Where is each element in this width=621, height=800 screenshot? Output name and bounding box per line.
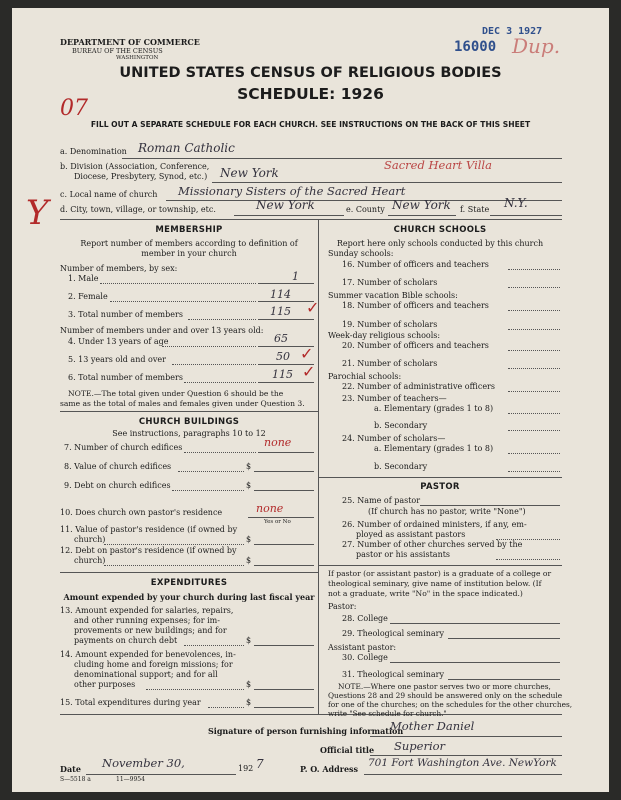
q6-label: 6. Total number of members (68, 373, 183, 382)
q4-value[interactable]: 65 (274, 332, 288, 345)
q5-value[interactable]: 50 (276, 350, 290, 363)
q26-label-2: ployed as assistant pastors (356, 530, 466, 539)
q30-label: 30. College (342, 653, 388, 662)
pastor-title: PASTOR (420, 482, 460, 492)
division-label-2: Diocese, Presbytery, Synod, etc.) (74, 172, 208, 181)
q15-dollar: $ (246, 698, 252, 707)
q11-label-1: 11. Value of pastor's residence (if owned by (60, 525, 238, 534)
q12-dollar: $ (246, 556, 252, 565)
q3-red-check: ✓ (306, 298, 320, 317)
state-value[interactable]: N.Y. (504, 196, 528, 210)
po-address-value[interactable]: 701 Fort Washington Ave. NewYork (368, 757, 557, 769)
year-value[interactable]: 7 (256, 757, 264, 771)
date-label: Date (60, 764, 81, 774)
age-header: Number of members under and over 13 years old: (60, 326, 264, 335)
q3-label: 3. Total number of members (68, 310, 183, 319)
q12-label-2: church) (74, 556, 106, 565)
city-label: WASHINGTON (116, 55, 159, 61)
expenditures-subtitle: Amount expended by your church during last fiscal year (63, 592, 315, 602)
county-value[interactable]: New York (392, 198, 451, 212)
q8-label: 8. Value of church edifices (64, 462, 172, 471)
red-number-07: 07 (60, 96, 88, 121)
q25-sub: (If church has no pastor, write "None") (368, 507, 526, 516)
q27-label-1: 27. Number of other churches served by the (342, 540, 523, 549)
local-church-value[interactable]: Missionary Sisters of the Sacred Heart (178, 184, 406, 198)
q14-label-1: 14. Amount expended for benevolences, in- (60, 650, 236, 659)
q9-dollar: $ (246, 481, 252, 490)
q6-red-check: ✓ (302, 362, 316, 381)
q23-label: 23. Number of teachers— (342, 394, 447, 403)
received-date-stamp: DEC 3 1927 (482, 26, 543, 37)
q3-value[interactable]: 115 (270, 305, 291, 318)
date-value[interactable]: November 30, (102, 756, 185, 770)
q2-value[interactable]: 114 (270, 288, 291, 301)
q24a-label: a. Elementary (grades 1 to 8) (374, 444, 494, 453)
schedule-title: SCHEDULE: 1926 (237, 85, 384, 103)
pastor-note-4: write "See schedule for church." (328, 709, 447, 718)
pastor-sublabel: Pastor: (328, 602, 357, 611)
q14-label-2: cluding home and foreign missions; for (74, 660, 233, 669)
state-label: f. State (460, 205, 490, 214)
q11-dollar: $ (246, 535, 252, 544)
membership-note-1: NOTE.—The total given under Question 6 should be the (68, 389, 284, 398)
weekday-schools-label: Week-day religious schools: (328, 331, 441, 340)
membership-intro-2: member in your church (141, 249, 237, 258)
pastor-note-3: for one of the churches; on the schedules for the other churches, (328, 700, 573, 709)
division-red-note: Sacred Heart Villa (384, 158, 492, 172)
expenditures-title: EXPENDITURES (150, 578, 228, 588)
q28-label: 28. College (342, 614, 388, 623)
q7-label: 7. Number of church edifices (64, 443, 183, 452)
q14-dollar: $ (246, 680, 252, 689)
county-label: e. County (346, 205, 385, 214)
signature-label: Signature of person furnishing information (208, 726, 404, 736)
schools-subtitle: Report here only schools conducted by this church (336, 239, 544, 248)
q5-red-check: ✓ (300, 344, 314, 363)
denomination-label: a. Denomination (60, 147, 127, 156)
graduate-instruction-1: If pastor (or assistant pastor) is a graduate of a college or (328, 569, 552, 578)
city-town-value[interactable]: New York (256, 198, 315, 212)
q14-label-4: other purposes (74, 680, 136, 689)
form-title: UNITED STATES CENSUS OF RELIGIOUS BODIES (119, 65, 502, 81)
q23a-label: a. Elementary (grades 1 to 8) (374, 404, 494, 413)
q13-label-3: provements or new buildings; and for (74, 626, 227, 635)
summer-schools-label: Summer vacation Bible schools: (328, 291, 458, 300)
parochial-schools-label: Parochial schools: (328, 372, 402, 381)
q31-label: 31. Theological seminary (342, 670, 444, 679)
q4-label: 4. Under 13 years of age (68, 337, 169, 346)
census-schedule-sheet (12, 8, 609, 792)
q27-label-2: pastor or his assistants (356, 550, 451, 559)
official-title-value[interactable]: Superior (394, 739, 446, 753)
q25-label: 25. Name of pastor (342, 496, 421, 505)
po-address-label: P. O. Address (300, 764, 359, 774)
q8-dollar: $ (246, 462, 252, 471)
q18-label: 18. Number of officers and teachers (342, 301, 489, 310)
membership-note-2: same as the total of males and females given under Question 3. (60, 399, 305, 408)
q2-label: 2. Female (68, 292, 108, 301)
schedule-number-stamp: 16000 (454, 39, 497, 55)
q21-label: 21. Number of scholars (342, 359, 438, 368)
q1-label: 1. Male (68, 274, 99, 283)
q10-label: 10. Does church own pastor's residence (60, 508, 223, 517)
q13-label-4: payments on church debt (74, 636, 178, 645)
denomination-value[interactable]: Roman Catholic (138, 141, 235, 155)
q24-label: 24. Number of scholars— (342, 434, 446, 443)
yes-no-hint: Yes or No (264, 519, 291, 525)
q5-label: 5. 13 years old and over (68, 355, 166, 364)
q24b-label: b. Secondary (374, 462, 428, 471)
red-margin-mark: Y (26, 193, 49, 233)
q14-label-3: denominational support; and for all (74, 670, 218, 679)
q23b-label: b. Secondary (374, 421, 428, 430)
membership-title: MEMBERSHIP (155, 225, 223, 235)
q15-label: 15. Total expenditures during year (60, 698, 201, 707)
instruction-line: FILL OUT A SEPARATE SCHEDULE FOR EACH CHURCH. SEE INSTRUCTIONS ON THE BACK OF THIS SHEET (90, 120, 531, 129)
print-number: 11—9954 (116, 776, 145, 783)
q13-label-2: and other running expenses; for im- (74, 616, 220, 625)
q16-label: 16. Number of officers and teachers (342, 260, 489, 269)
q17-label: 17. Number of scholars (342, 278, 438, 287)
schools-title: CHURCH SCHOOLS (393, 225, 487, 235)
q13-dollar: $ (246, 636, 252, 645)
q9-label: 9. Debt on church edifices (64, 481, 171, 490)
q6-value[interactable]: 115 (272, 368, 293, 381)
red-scribble-mark: Dup. (512, 34, 561, 58)
buildings-subtitle: See instructions, paragraphs 10 to 12 (112, 429, 266, 438)
q11-label-2: church) (74, 535, 106, 544)
q1-value[interactable]: 1 (292, 270, 299, 283)
official-title-label: Official title (320, 745, 375, 755)
sunday-schools-label: Sunday schools: (328, 249, 394, 258)
year-prefix: 192 (238, 764, 254, 773)
assistant-pastor-sublabel: Assistant pastor: (328, 643, 397, 652)
division-value[interactable]: New York (220, 166, 279, 180)
pastor-note-1: NOTE.—Where one pastor serves two or more churches, (338, 682, 551, 691)
graduate-instruction-3: not a graduate, write "No" in the space indicated.) (328, 589, 523, 598)
department-label: DEPARTMENT OF COMMERCE (60, 37, 200, 47)
membership-intro-1: Report number of members according to definition of (80, 239, 298, 248)
bureau-label: BUREAU OF THE CENSUS (72, 47, 163, 55)
q13-label-1: 13. Amount expended for salaries, repairs, (60, 606, 234, 615)
q29-label: 29. Theological seminary (342, 629, 444, 638)
q19-label: 19. Number of scholars (342, 320, 438, 329)
division-label-1: b. Division (Association, Conference, (60, 162, 210, 171)
q26-label-1: 26. Number of ordained ministers, if any, em- (342, 520, 527, 529)
q22-label: 22. Number of administrative officers (342, 382, 495, 391)
signature-value[interactable]: Mother Daniel (390, 719, 475, 733)
members-by-sex-label: Number of members, by sex: (60, 264, 178, 273)
form-number: S—5518 a (60, 776, 91, 783)
q12-label-1: 12. Debt on pastor's residence (if owned by (60, 546, 237, 555)
graduate-instruction-2: theological seminary, give name of institution below. (If (328, 579, 542, 588)
q7-value[interactable]: none (264, 436, 292, 449)
local-church-label: c. Local name of church (60, 190, 158, 199)
buildings-title: CHURCH BUILDINGS (138, 417, 240, 427)
city-town-label: d. City, town, village, or township, etc. (60, 205, 216, 214)
pastor-note-2: Questions 28 and 29 should be answered only on the schedule (328, 691, 563, 700)
q10-value[interactable]: none (256, 502, 284, 515)
q20-label: 20. Number of officers and teachers (342, 341, 489, 350)
